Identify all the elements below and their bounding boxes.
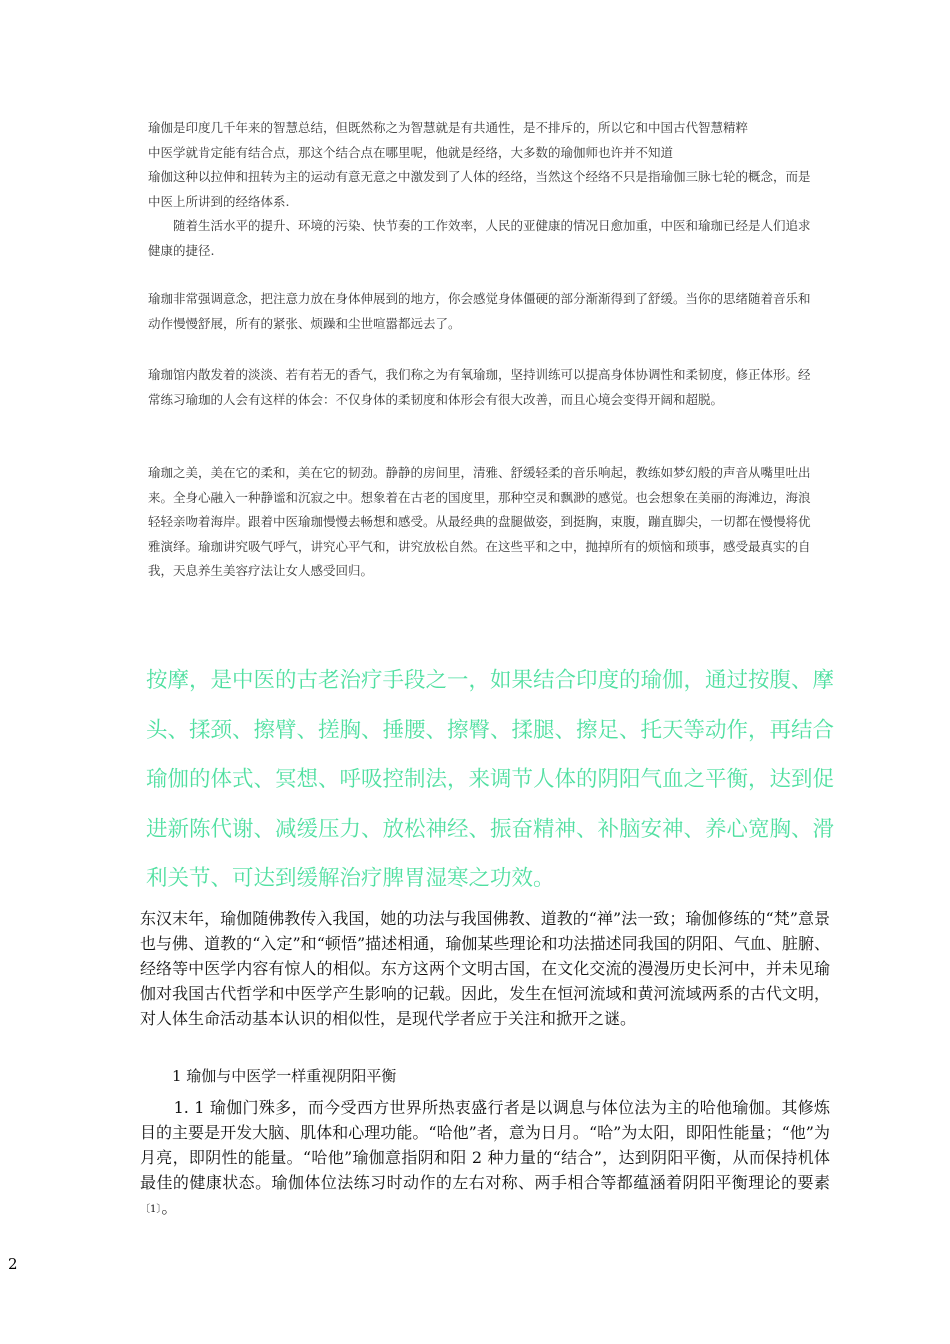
- intro-line-1: 瑜伽是印度几千年来的智慧总结，但既然称之为智慧就是有共通性，是不排斥的，所以它和中国古代智慧精粹: [148, 120, 749, 135]
- history-paragraph: [140, 906, 830, 1031]
- section-1-1-paragraph: [140, 1095, 830, 1222]
- yoga-beauty-paragraph: [148, 461, 820, 584]
- intro-line-2: 中医学就肯定能有结合点，那这个结合点在哪里呢，他就是经络，大多数的瑜伽师也许并不知道: [148, 144, 674, 160]
- yoga-beauty-text: 瑜珈之美，美在它的柔和，美在它的韧劲。静静的房间里，清雅、舒缓轻柔的音乐响起，教练如梦幻般的声音从嘴里吐出来。全身心融入一种静谧和沉寂之中。想象着在古老的国度里，那种空灵和飘渺的感觉。也会想象在美丽的海滩边，海浪轻轻亲吻着海岸。跟着中医瑜珈慢慢去畅想和感受。从最经典的盘腿做姿，到挺胸，束腹，蹦直脚尖，一切都在慢慢将优雅演绎。瑜珈讲究吸气呼气，讲究心平气和，讲究放松自然。在这些平和之中，抛掉所有的烦恼和琐事，感受最真实的自我，天息养生美容疗法让女人感受回归。: [148, 465, 811, 578]
- section-heading-1: 1 瑜伽与中医学一样重视阴阳平衡: [172, 1067, 397, 1085]
- history-text: 东汉末年，瑜伽随佛教传入我国，她的功法与我国佛教、道教的“禅”法一致；瑜伽修练的“梵”意景也与佛、道教的“入定”和“顿悟”描述相通，瑜伽某些理论和功法描述同我国的阴阳、气血、脏腑、经络等中医学内容有惊人的相似。东方这两个文明古国，在文化交流的漫漫历史长河中，并未见瑜伽对我国古代哲学和中医学产生影响的记载。因此，发生在恒河流域和黄河流域两系的古代文明，对人体生命活动基本认识的相似性，是现代学者应于关注和掀开之谜。: [140, 909, 830, 1028]
- aerobic-yoga-text: 瑜珈馆内散发着的淡淡、若有若无的香气，我们称之为有氧瑜珈，坚持训练可以提高身体协调性和柔韧度，修正体形。经常练习瑜珈的人会有这样的体会：不仅身体的柔韧度和体形会有很大改善，而且心境会变得开阔和超脱。: [148, 367, 811, 407]
- meditation-text: 瑜珈非常强调意念，把注意力放在身体伸展到的地方，你会感觉身体僵硬的部分渐渐得到了舒缓。当你的思绪随着音乐和动作慢慢舒展，所有的紧张、烦躁和尘世喧嚣都远去了。: [148, 291, 811, 331]
- page-number: 2: [8, 1255, 18, 1273]
- massage-highlight-text: 按摩，是中医的古老治疗手段之一，如果结合印度的瑜伽，通过按腹、摩头、揉颈、擦臂、搓胸、捶腰、擦臀、揉腿、擦足、托天等动作，再结合瑜伽的体式、冥想、呼吸控制法，来调节人体的阴阳气血之平衡，达到促进新陈代谢、减缓压力、放松神经、振奋精神、补脑安神、养心宽胸、滑利关节、可达到缓解治疗脾胃湿寒之功效。: [146, 668, 835, 891]
- section-1-1-body: [140, 1095, 830, 1222]
- section-1-1-text: 1. 1 瑜伽门殊多，而今受西方世界所热衷盛行者是以调息与体位法为主的哈他瑜伽。其修炼目的主要是开发大脑、肌体和心理功能。“哈他”者，意为日月。“哈”为太阳，即阳性能量；“他”为月亮，即阴性的能量。“哈他”瑜伽意指阴和阳 2 种力量的“结合”，达到阴阳平衡，从而保持机体最佳的健康状态。瑜伽体位法练习时动作的左右对称、两手相合等都蕴涵着阴阳平衡理论的要素: [140, 1098, 830, 1192]
- intro-line-4: 随着生活水平的提升、环境的污染、快节奏的工作效率，人民的亚健康的情况日愈加重，中医和瑜珈已经是人们追求健康的捷径.: [148, 218, 811, 258]
- massage-highlight-block: [146, 656, 836, 904]
- section-1-1-end: 。: [161, 1198, 178, 1217]
- meditation-paragraph: [148, 287, 820, 336]
- aerobic-yoga-paragraph: [148, 363, 820, 412]
- intro-paragraph: [148, 116, 820, 263]
- citation-ref: 〔1〕: [140, 1204, 162, 1215]
- intro-line-3: 瑜伽这种以拉伸和扭转为主的运动有意无意之中激发到了人体的经络，当然这个经络不只是指瑜伽三脉七轮的概念，而是中医上所讲到的经络体系.: [148, 169, 811, 209]
